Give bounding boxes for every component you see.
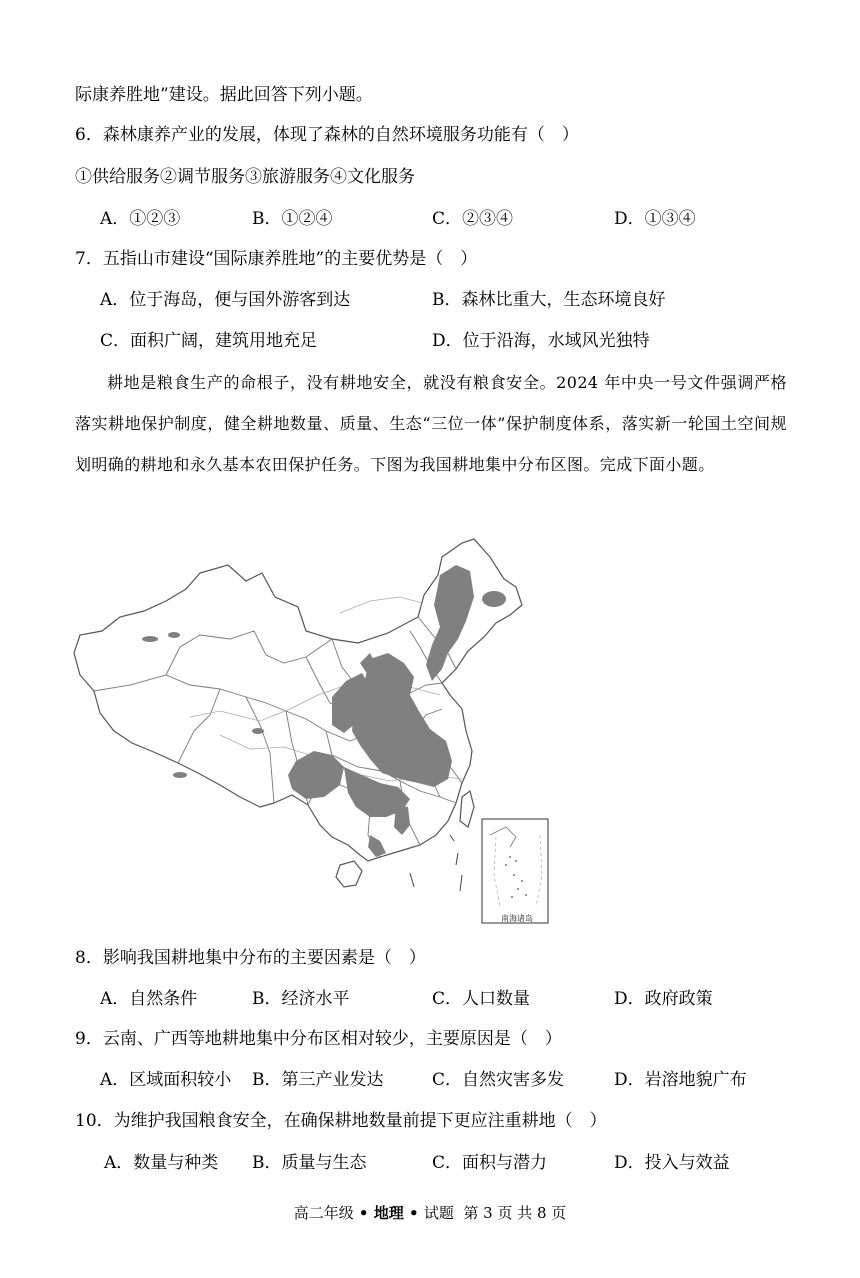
- xinjiang-patch-1: [142, 636, 158, 642]
- china-cultivated-land-map: [70, 535, 550, 927]
- footer-page-number: 第 3 页 共 8 页: [463, 1204, 567, 1222]
- hainan-island: [336, 861, 362, 887]
- taiwan-island: [460, 791, 474, 827]
- q6-option-c[interactable]: C．②③④: [432, 209, 514, 229]
- q7-option-a[interactable]: A．位于海岛，便与国外游客到达: [100, 290, 351, 310]
- q10-stem: 10．为维护我国粮食安全，在确保耕地数量前提下更应注重耕地（ ）: [75, 1111, 607, 1131]
- q7-option-b[interactable]: B．森林比重大，生态环境良好: [432, 290, 666, 310]
- q8-stem: 8．影响我国耕地集中分布的主要因素是（ ）: [75, 948, 426, 968]
- south-china-sea-inset: [482, 819, 548, 923]
- q6-option-d[interactable]: D．①③④: [614, 209, 696, 229]
- q6-option-b[interactable]: B．①②④: [252, 209, 333, 229]
- q8-option-b[interactable]: B．经济水平: [252, 989, 350, 1009]
- q9-stem: 9．云南、广西等地耕地集中分布区相对较少，主要原因是（ ）: [75, 1029, 562, 1049]
- intro-tail: 际康养胜地”建设。据此回答下列小题。: [75, 85, 373, 105]
- q10-option-c[interactable]: C．面积与潜力: [432, 1153, 548, 1173]
- q8-option-d[interactable]: D．政府政策: [614, 989, 713, 1009]
- q9-option-a[interactable]: A．区域面积较小: [100, 1070, 232, 1090]
- q9-option-b[interactable]: B．第三产业发达: [252, 1070, 384, 1090]
- q6-stem: 6．森林康养产业的发展，体现了森林的自然环境服务功能有（ ）: [75, 125, 579, 145]
- footer-grade: 高二年级: [293, 1204, 354, 1222]
- tibet-patch: [173, 772, 187, 778]
- q10-option-d[interactable]: D．投入与效益: [614, 1153, 730, 1173]
- inset-label: 南海诸岛: [501, 914, 533, 923]
- footer-type: 试题: [423, 1204, 454, 1222]
- passage: 耕地是粮食生产的命根子，没有耕地安全，就没有粮食安全。2024 年中央一号文件强调严格落实耕地保护制度，健全耕地数量、质量、生态“三位一体”保护制度体系，落实新一轮国土空间规划明确的耕地和永久基本农田保护任务。下图为我国耕地集中分布区图。完成下面小题。: [75, 373, 787, 474]
- q9-option-d[interactable]: D．岩溶地貌广布: [614, 1070, 747, 1090]
- q9-option-c[interactable]: C．自然灾害多发: [432, 1070, 565, 1090]
- q10-option-a[interactable]: A．数量与种类: [104, 1153, 219, 1173]
- xinjiang-patch-2: [168, 632, 180, 638]
- q7-stem: 7．五指山市建设“国际康养胜地”的主要优势是（ ）: [75, 249, 478, 269]
- page-footer: 高二年级 • 地理 • 试题 第 3 页 共 8 页: [293, 1204, 567, 1222]
- qinghai-patch: [252, 728, 264, 734]
- footer-subject: 地理: [373, 1204, 404, 1222]
- q8-option-a[interactable]: A．自然条件: [100, 989, 198, 1009]
- q6-option-a[interactable]: A．①②③: [100, 209, 181, 229]
- q10-option-b[interactable]: B．质量与生态: [252, 1153, 367, 1173]
- q8-option-c[interactable]: C．人口数量: [432, 989, 531, 1009]
- sanjiang-plain-area: [482, 591, 506, 607]
- q6-items: ①供给服务②调节服务③旅游服务④文化服务: [75, 167, 415, 187]
- q7-option-c[interactable]: C．面积广阔，建筑用地充足: [100, 331, 318, 351]
- q7-option-d[interactable]: D．位于沿海，水域风光独特: [432, 331, 650, 351]
